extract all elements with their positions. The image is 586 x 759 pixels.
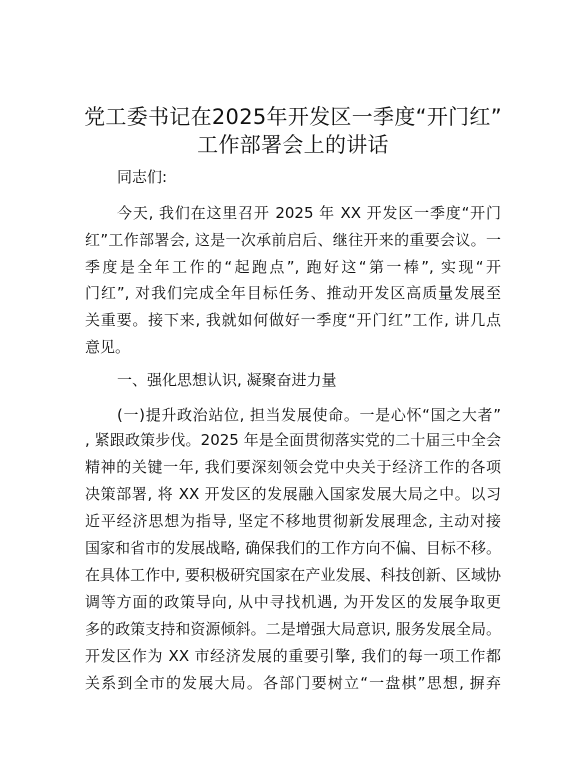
body-line: 在具体工作中, 要积极研究国家在产业发展、科技创新、区域协	[85, 566, 501, 584]
body-line: 多的政策支持和资源倾斜。二是增强大局意识, 服务发展全局。	[85, 620, 501, 638]
body-line: 开发区作为 XX 市经济发展的重要引擎, 我们的每一项工作都	[85, 647, 501, 665]
body-line: 国家和省市的发展战略, 确保我们的工作方向不偏、目标不移。	[85, 539, 501, 557]
body-line: 意见。	[85, 338, 131, 356]
body-line: 关重要。接下来, 我就如何做好一季度“开门红”工作, 讲几点	[85, 311, 501, 329]
section-heading: 一、强化思想认识, 凝聚奋进力量	[117, 371, 337, 389]
body-line: 季度是全年工作的“起跑点”, 跑好这“第一棒”, 实现“开	[85, 258, 501, 276]
body-line: 调等方面的政策导向, 从中寻找机遇, 为开发区的发展争取更	[85, 593, 501, 611]
body-line: 关系到全市的发展大局。各部门要树立“一盘棋”思想, 摒弃	[85, 674, 501, 692]
body-line: 今天, 我们在这里召开 2025 年 XX 开发区一季度“开门	[117, 204, 501, 222]
body-line: 近平经济思想为指导, 坚定不移地贯彻新发展理念, 主动对接	[85, 512, 501, 530]
document-title-line-2: 工作部署会上的讲话	[197, 133, 389, 157]
body-line: (一)提升政治站位, 担当发展使命。一是心怀“国之大者”	[117, 406, 501, 424]
body-line: 决策部署, 将 XX 开发区的发展融入国家发展大局之中。以习	[85, 485, 501, 503]
salutation: 同志们:	[117, 168, 168, 186]
body-line: 门红”, 对我们完成全年目标任务、推动开发区高质量发展至	[85, 284, 501, 302]
body-line: 精神的关键一年, 我们要深刻领会党中央关于经济工作的各项	[85, 458, 501, 476]
document-title-line-1: 党工委书记在2025年开发区一季度“开门红”	[84, 105, 502, 129]
body-line: , 紧跟政策步伐。2025 年是全面贯彻落实党的二十届三中全会	[85, 431, 501, 449]
body-line: 红”工作部署会, 这是一次承前启后、继往开来的重要会议。一	[85, 231, 501, 249]
